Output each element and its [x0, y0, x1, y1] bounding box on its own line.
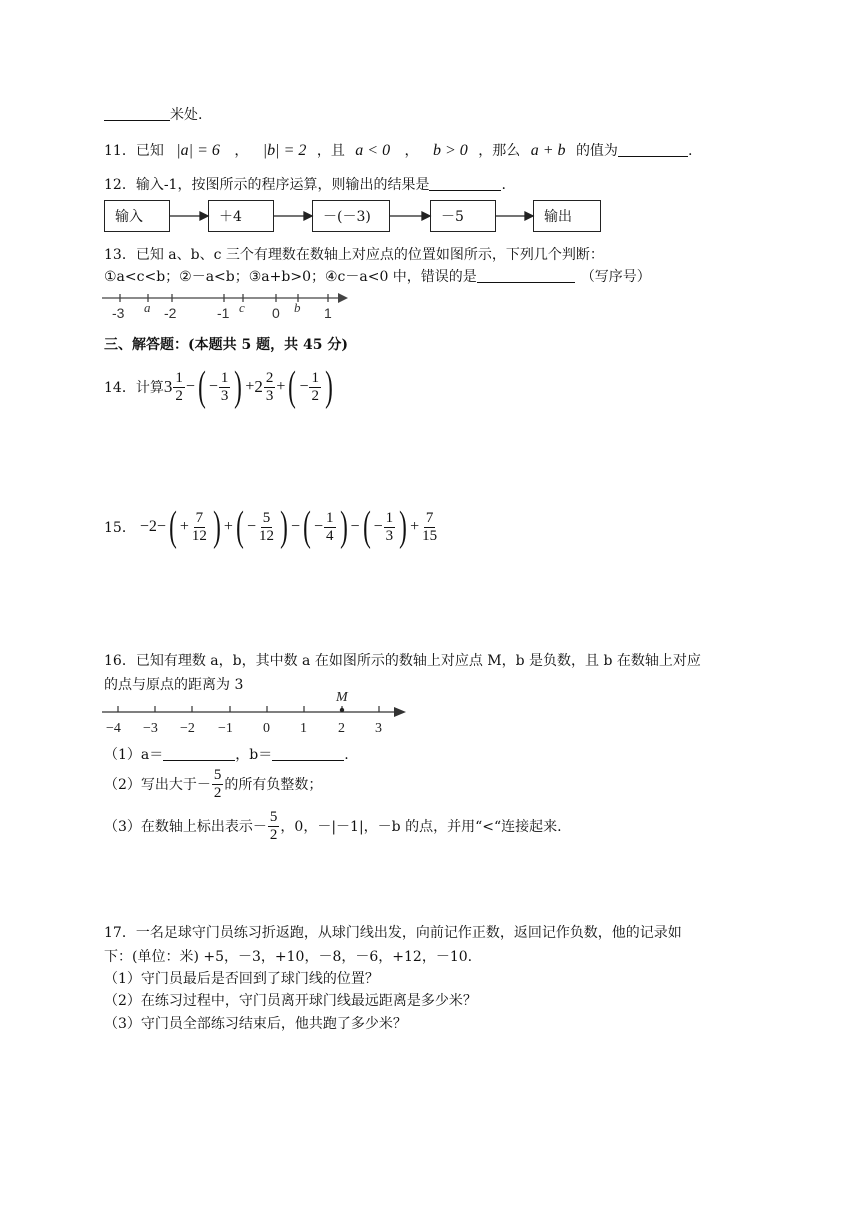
q16-part3-prefix: （3）在数轴上标出表示－ [104, 819, 267, 835]
fraction [324, 510, 336, 545]
answer-blank [163, 746, 235, 761]
fraction [173, 370, 185, 405]
denominator: 2 [213, 784, 222, 801]
numerator: 2 [265, 369, 274, 386]
q11-abs-a: |a| = 6 [176, 142, 220, 159]
q17-line1: 17．一名足球守门员练习折返跑，从球门线出发，向前记作正数，返回记作负数，他的记录如 [104, 925, 682, 941]
left-paren: ( [303, 504, 311, 550]
q13-number-line [100, 288, 360, 322]
point-label-m: M [336, 690, 348, 705]
q16-part1-end: . [344, 747, 349, 763]
q11-end: . [687, 143, 693, 159]
left-paren: ( [236, 504, 244, 550]
q17-sub1: （1）守门员最后是否回到了球门线的位置？ [104, 971, 379, 987]
answer-blank [272, 746, 344, 761]
denominator: 12 [191, 527, 207, 544]
section-title: 三、解答题：(本题共 5 题，共 45 分) [104, 337, 348, 353]
right-paren: ) [325, 364, 333, 410]
fraction [190, 510, 209, 545]
fraction [257, 510, 276, 545]
q17-sub3: （3）守门员全部练习结束后，他共跑了多少米？ [104, 1016, 407, 1032]
axis-tick-label: −1 [218, 721, 233, 736]
plus-sign: + [410, 518, 420, 535]
q16-part2 [104, 764, 322, 804]
top-line-suffix: 米处. [170, 107, 203, 123]
q11-then: ，那么 [478, 143, 521, 159]
right-paren: ) [280, 504, 288, 550]
right-paren: ) [399, 504, 407, 550]
q16-part2-suffix: 的所有负整数； [224, 777, 323, 793]
denominator: 4 [326, 527, 334, 544]
q11-and: ，且 [316, 143, 345, 159]
axis-tick-label: 1 [300, 721, 307, 736]
left-paren: ( [198, 364, 206, 410]
axis-tick-label: 0 [263, 721, 270, 736]
point-m [340, 708, 344, 712]
q16-part1 [104, 744, 349, 764]
numerator: 1 [326, 509, 334, 526]
q11-number: 11．已知 [104, 143, 164, 159]
q15-lead: −2− [139, 518, 166, 535]
denominator: 3 [265, 387, 274, 404]
q16-part3 [104, 806, 562, 846]
numerator: 5 [269, 808, 278, 825]
axis-tick-label: −3 [143, 721, 158, 736]
axis-tick-label: 3 [375, 721, 382, 736]
numerator: 1 [175, 369, 183, 386]
q13-line2 [104, 266, 651, 286]
minus-sign: − [350, 518, 360, 535]
flow-box-label: ＋4 [219, 209, 242, 225]
point-label-a: a [144, 300, 151, 315]
q16-line2: 的点与原点的距离为 3 [104, 677, 244, 693]
q14-whole-3: 2 [254, 377, 263, 396]
q11-comma: ， [234, 143, 249, 159]
q13-line1: 13．已知 a、b、c 三个有理数在数轴上对应点的位置如图所示，下列几个判断： [104, 247, 604, 263]
left-paren: ( [169, 504, 177, 550]
axis-tick-label: −4 [106, 721, 121, 736]
question-14 [104, 362, 336, 412]
numerator: 7 [195, 509, 204, 526]
q16-line1: 16．已知有理数 a，b，其中数 a 在如图所示的数轴上对应点 M，b 是负数，且 b 在数轴上对应 [104, 653, 701, 669]
flow-box-label: 输入 [115, 209, 143, 225]
point-label-c: c [239, 300, 245, 315]
flow-box-label: 输出 [544, 209, 572, 225]
left-paren: ( [362, 504, 371, 550]
numerator: 1 [385, 509, 394, 526]
axis-tick-label: -1 [217, 305, 230, 321]
plus-sign: + [179, 518, 189, 535]
q11-expr: a + b [530, 142, 566, 159]
q12-end: . [501, 177, 506, 193]
fraction [384, 510, 396, 545]
q16-number-line [100, 686, 420, 740]
right-paren: ) [234, 364, 243, 410]
q14-prefix: 14．计算 [104, 380, 164, 396]
plus-sign: + [245, 378, 255, 395]
fraction [212, 767, 224, 802]
q11-tail: 的值为 [575, 143, 618, 159]
q17-line2: 下：(单位：米) +5，－3，+10，－8，－6，+12，－10. [104, 949, 473, 965]
answer-blank [477, 268, 575, 283]
plus-sign: + [276, 378, 286, 395]
numerator: 5 [262, 509, 271, 526]
q13-tail: （写序号） [580, 269, 651, 285]
denominator: 2 [311, 387, 319, 404]
flow-arrows [0, 0, 860, 260]
axis-tick-label: -3 [112, 305, 125, 321]
q11-cond-a: a < 0 [355, 142, 391, 159]
minus-sign: − [299, 378, 309, 395]
fraction [268, 809, 280, 844]
q11-abs-b: |b| = 2 [262, 142, 307, 159]
fraction [264, 370, 276, 405]
axis-tick-label: 0 [272, 305, 280, 321]
question-15 [104, 502, 440, 552]
q16-part1-b: ，b＝ [235, 747, 273, 763]
flow-box-label: －(－3) [323, 209, 371, 225]
axis-tick-label: 1 [324, 305, 332, 321]
point-label-b: b [294, 300, 301, 315]
fraction [309, 370, 321, 405]
q12-text: 12．输入-1，按图所示的程序运算，则输出的结果是 [104, 177, 430, 193]
axis-tick-label: -2 [164, 305, 177, 321]
axis-tick-label: −2 [180, 721, 195, 736]
denominator: 12 [258, 527, 274, 544]
denominator: 15 [422, 527, 438, 544]
flow-box-label: －5 [441, 209, 464, 225]
minus-sign: − [373, 518, 383, 535]
denominator: 2 [269, 826, 278, 843]
right-paren: ) [213, 504, 221, 550]
q15-prefix: 15． [104, 520, 136, 536]
denominator: 2 [175, 387, 183, 404]
minus-sign: − [246, 518, 256, 535]
fraction [420, 510, 439, 545]
right-paren: ) [339, 504, 348, 550]
denominator: 3 [220, 387, 229, 404]
q16-part3-suffix: ，0，－|－1|，－b 的点，并用“<“连接起来. [280, 819, 562, 835]
plus-sign: + [223, 518, 233, 535]
q17-sub2: （2）在练习过程中，守门员离开球门线最远距离是多少米？ [104, 993, 477, 1009]
q11-comma: ， [404, 143, 419, 159]
numerator: 1 [220, 369, 229, 386]
q11-cond-b: b > 0 [432, 142, 468, 159]
left-paren: ( [288, 364, 297, 410]
numerator: 7 [425, 509, 434, 526]
axis-tick-label: 2 [338, 721, 345, 736]
q16-part1-a: （1）a＝ [104, 747, 164, 763]
numerator: 1 [311, 369, 319, 386]
numerator: 5 [213, 766, 222, 783]
q14-whole-1: 3 [163, 377, 173, 396]
minus-sign: − [185, 378, 195, 395]
minus-sign: − [314, 518, 324, 535]
minus-sign: − [290, 518, 300, 535]
q13-statements: ①a<c<b；②－a<b；③a+b>0；④c－a<0 中，错误的是 [104, 269, 477, 285]
minus-sign: − [208, 378, 218, 395]
q16-part2-prefix: （2）写出大于－ [104, 777, 211, 793]
denominator: 3 [385, 527, 394, 544]
fraction [219, 370, 231, 405]
